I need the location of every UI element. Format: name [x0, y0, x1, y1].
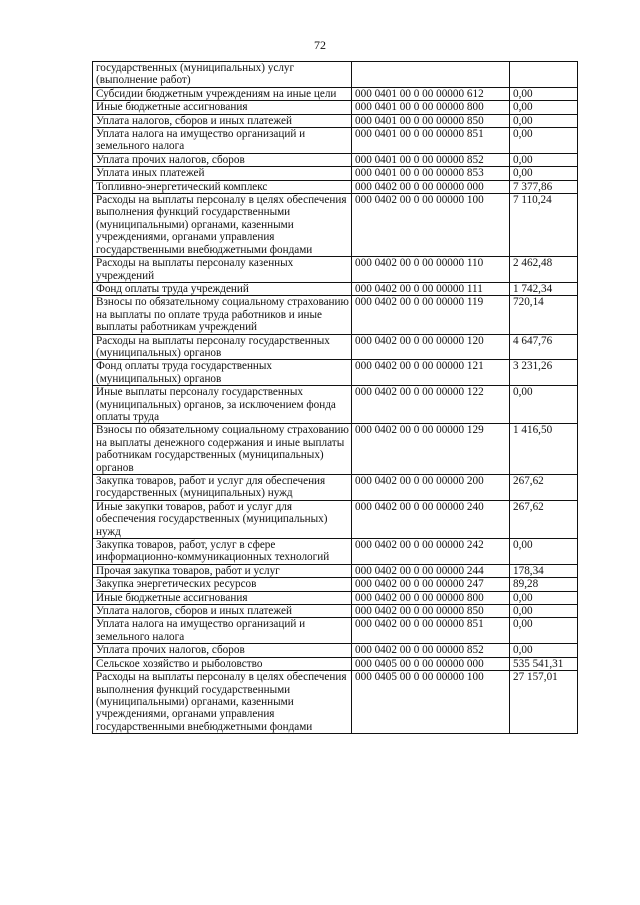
budget-code-cell: 000 0402 00 0 00 00000 850: [352, 605, 510, 618]
amount-cell: 267,62: [510, 475, 578, 501]
expense-name-cell: Уплата налога на имущество организаций и земельного налога: [93, 618, 352, 644]
expense-name-cell: Прочая закупка товаров, работ и услуг: [93, 564, 352, 577]
expense-name-cell: Фонд оплаты труда государственных (муниципальных) органов: [93, 360, 352, 386]
amount-cell: 3 231,26: [510, 360, 578, 386]
table-row: [93, 386, 578, 424]
amount-cell: 0,00: [510, 605, 578, 618]
table-row: [93, 424, 578, 475]
table-row: [93, 114, 578, 127]
page-number: 72: [314, 38, 326, 52]
amount-cell: 0,00: [510, 128, 578, 154]
table-row: [93, 334, 578, 360]
budget-code-cell: 000 0402 00 0 00 00000 200: [352, 475, 510, 501]
expense-name-cell: Фонд оплаты труда учреждений: [93, 282, 352, 295]
budget-code-cell: 000 0402 00 0 00 00000 247: [352, 578, 510, 591]
amount-cell: 2 462,48: [510, 257, 578, 283]
expense-name-cell: Иные бюджетные ассигнования: [93, 101, 352, 114]
amount-cell: 0,00: [510, 386, 578, 424]
table-row: [93, 87, 578, 100]
table-row: [93, 578, 578, 591]
table-row: [93, 644, 578, 657]
budget-code-cell: 000 0401 00 0 00 00000 851: [352, 128, 510, 154]
table-row: [93, 180, 578, 193]
expense-name-cell: Закупка товаров, работ и услуг для обеспечения государственных (муниципальных) нужд: [93, 475, 352, 501]
amount-cell: [510, 62, 578, 88]
budget-table: [92, 61, 578, 734]
expense-name-cell: Закупка товаров, работ, услуг в сфере информационно-коммуникационных технологий: [93, 539, 352, 565]
expense-name-cell: Уплата налогов, сборов и иных платежей: [93, 114, 352, 127]
amount-cell: 0,00: [510, 591, 578, 604]
expense-name-cell: Взносы по обязательному социальному страхованию на выплаты денежного содержания и иные выплаты работникам государственных (муниципальных) органов: [93, 424, 352, 475]
amount-cell: 267,62: [510, 500, 578, 538]
budget-code-cell: 000 0402 00 0 00 00000 851: [352, 618, 510, 644]
amount-cell: 27 157,01: [510, 671, 578, 734]
expense-name-cell: Иные выплаты персоналу государственных (муниципальных) органов, за исключением фонда оплаты труда: [93, 386, 352, 424]
amount-cell: 535 541,31: [510, 657, 578, 670]
amount-cell: 0,00: [510, 539, 578, 565]
budget-code-cell: 000 0401 00 0 00 00000 852: [352, 153, 510, 166]
expense-name-cell: Уплата налогов, сборов и иных платежей: [93, 605, 352, 618]
expense-name-cell: Взносы по обязательному социальному страхованию на выплаты по оплате труда работников и иные выплаты работникам учреждений: [93, 296, 352, 334]
expense-name-cell: Топливно-энергетический комплекс: [93, 180, 352, 193]
table-row: [93, 564, 578, 577]
budget-code-cell: 000 0402 00 0 00 00000 119: [352, 296, 510, 334]
expense-name-cell: Уплата прочих налогов, сборов: [93, 153, 352, 166]
table-row: [93, 591, 578, 604]
table-row: [93, 657, 578, 670]
amount-cell: 0,00: [510, 167, 578, 180]
expense-name-cell: Иные закупки товаров, работ и услуг для обеспечения государственных (муниципальных) нужд: [93, 500, 352, 538]
budget-code-cell: 000 0402 00 0 00 00000 852: [352, 644, 510, 657]
budget-table-body: [93, 62, 578, 734]
budget-code-cell: 000 0402 00 0 00 00000 240: [352, 500, 510, 538]
table-row: [93, 539, 578, 565]
budget-code-cell: 000 0402 00 0 00 00000 122: [352, 386, 510, 424]
expense-name-cell: Расходы на выплаты персоналу в целях обеспечения выполнения функций государственными (муниципальными) органами, казенными учреждениями, органами управления государственными внебюджетными фондами: [93, 194, 352, 257]
expense-name-cell: Расходы на выплаты персоналу казенных учреждений: [93, 257, 352, 283]
expense-name-cell: Расходы на выплаты персоналу в целях обеспечения выполнения функций государственными (муниципальными) органами, казенными учреждениями, органами управления государственными внебюджетными фондами: [93, 671, 352, 734]
table-row: [93, 62, 578, 88]
amount-cell: 0,00: [510, 114, 578, 127]
budget-code-cell: 000 0402 00 0 00 00000 000: [352, 180, 510, 193]
budget-code-cell: 000 0402 00 0 00 00000 100: [352, 194, 510, 257]
expense-name-cell: государственных (муниципальных) услуг (выполнение работ): [93, 62, 352, 88]
amount-cell: 0,00: [510, 618, 578, 644]
amount-cell: 89,28: [510, 578, 578, 591]
amount-cell: 4 647,76: [510, 334, 578, 360]
amount-cell: 7 377,86: [510, 180, 578, 193]
amount-cell: 0,00: [510, 87, 578, 100]
expense-name-cell: Сельское хозяйство и рыболовство: [93, 657, 352, 670]
amount-cell: 178,34: [510, 564, 578, 577]
table-row: [93, 500, 578, 538]
budget-code-cell: 000 0401 00 0 00 00000 853: [352, 167, 510, 180]
budget-code-cell: 000 0401 00 0 00 00000 800: [352, 101, 510, 114]
budget-code-cell: 000 0401 00 0 00 00000 612: [352, 87, 510, 100]
table-row: [93, 194, 578, 257]
budget-code-cell: 000 0402 00 0 00 00000 244: [352, 564, 510, 577]
table-row: [93, 282, 578, 295]
expense-name-cell: Расходы на выплаты персоналу государственных (муниципальных) органов: [93, 334, 352, 360]
budget-code-cell: 000 0401 00 0 00 00000 850: [352, 114, 510, 127]
table-row: [93, 167, 578, 180]
table-row: [93, 257, 578, 283]
budget-code-cell: [352, 62, 510, 88]
budget-code-cell: 000 0402 00 0 00 00000 111: [352, 282, 510, 295]
budget-code-cell: 000 0402 00 0 00 00000 110: [352, 257, 510, 283]
budget-code-cell: 000 0402 00 0 00 00000 242: [352, 539, 510, 565]
expense-name-cell: Уплата прочих налогов, сборов: [93, 644, 352, 657]
table-row: [93, 360, 578, 386]
table-row: [93, 475, 578, 501]
budget-code-cell: 000 0405 00 0 00 00000 100: [352, 671, 510, 734]
amount-cell: 0,00: [510, 644, 578, 657]
budget-code-cell: 000 0402 00 0 00 00000 800: [352, 591, 510, 604]
table-row: [93, 618, 578, 644]
budget-code-cell: 000 0405 00 0 00 00000 000: [352, 657, 510, 670]
amount-cell: 1 416,50: [510, 424, 578, 475]
amount-cell: 1 742,34: [510, 282, 578, 295]
table-row: [93, 605, 578, 618]
budget-code-cell: 000 0402 00 0 00 00000 120: [352, 334, 510, 360]
budget-code-cell: 000 0402 00 0 00 00000 129: [352, 424, 510, 475]
budget-code-cell: 000 0402 00 0 00 00000 121: [352, 360, 510, 386]
table-row: [93, 671, 578, 734]
expense-name-cell: Уплата налога на имущество организаций и земельного налога: [93, 128, 352, 154]
amount-cell: 0,00: [510, 153, 578, 166]
table-row: [93, 101, 578, 114]
expense-name-cell: Субсидии бюджетным учреждениям на иные цели: [93, 87, 352, 100]
table-row: [93, 128, 578, 154]
amount-cell: 0,00: [510, 101, 578, 114]
expense-name-cell: Иные бюджетные ассигнования: [93, 591, 352, 604]
table-row: [93, 296, 578, 334]
amount-cell: 7 110,24: [510, 194, 578, 257]
amount-cell: 720,14: [510, 296, 578, 334]
expense-name-cell: Закупка энергетических ресурсов: [93, 578, 352, 591]
table-row: [93, 153, 578, 166]
expense-name-cell: Уплата иных платежей: [93, 167, 352, 180]
